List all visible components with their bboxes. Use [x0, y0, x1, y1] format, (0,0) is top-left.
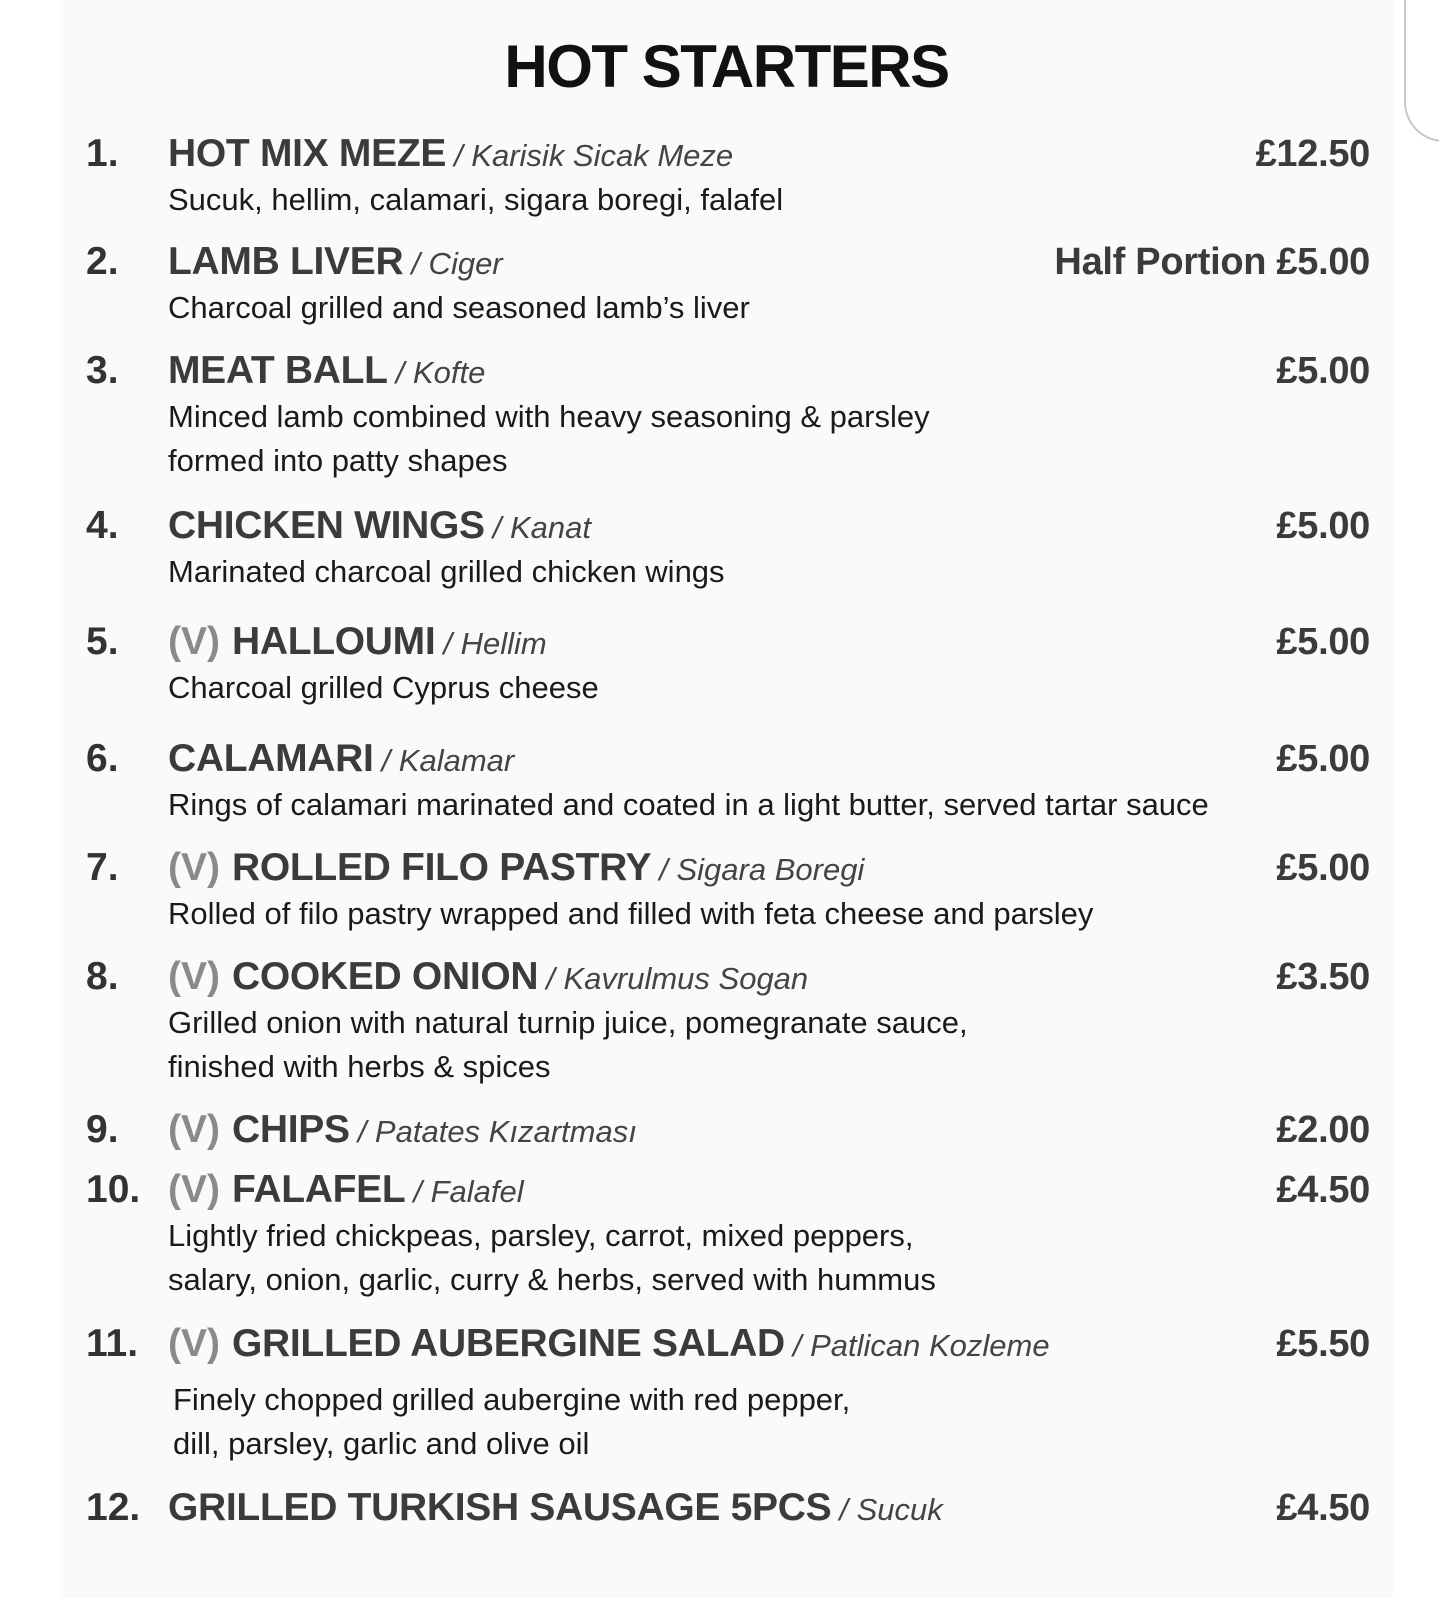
item-name: FALAFEL	[232, 1168, 406, 1211]
item-number: 4.	[86, 504, 119, 547]
menu-item	[0, 130, 1439, 222]
item-name: COOKED ONION	[232, 955, 539, 998]
item-name: HOT MIX MEZE	[168, 132, 447, 175]
vegetarian-badge: (V)	[168, 1168, 220, 1211]
item-name: CHIPS	[232, 1108, 350, 1151]
item-description: Minced lamb combined with heavy seasoning & parsley formed into patty shapes	[168, 399, 930, 478]
item-price: £3.50	[1276, 956, 1370, 998]
item-alt-name: / Hellim	[443, 626, 547, 661]
item-name: GRILLED AUBERGINE SALAD	[232, 1322, 785, 1365]
vegetarian-badge: (V)	[168, 955, 220, 998]
item-description: Rolled of filo pastry wrapped and filled with feta cheese and parsley	[168, 896, 1094, 931]
menu-title: HOT STARTERS	[504, 33, 949, 100]
item-name: ROLLED FILO PASTRY	[232, 846, 652, 889]
item-price: £5.50	[1276, 1323, 1370, 1365]
item-number: 8.	[86, 955, 119, 998]
item-alt-name: / Kavrulmus Sogan	[546, 961, 809, 996]
item-price: £5.00	[1276, 738, 1370, 780]
menu-item	[0, 1166, 1439, 1302]
vegetarian-badge: (V)	[168, 846, 220, 889]
item-number: 1.	[86, 132, 119, 175]
item-price: £5.00	[1276, 505, 1370, 547]
item-alt-name: / Ciger	[411, 246, 503, 281]
menu-item	[0, 238, 1439, 330]
vegetarian-badge: (V)	[168, 620, 220, 663]
item-price: Half Portion £5.00	[1054, 241, 1370, 283]
item-alt-name: / Patates Kızartması	[357, 1114, 637, 1149]
item-number: 12.	[86, 1486, 141, 1529]
item-alt-name: / Kanat	[492, 510, 592, 545]
item-description: Grilled onion with natural turnip juice, pomegranate sauce, finished with herbs & spices	[168, 1005, 968, 1084]
item-name: GRILLED TURKISH SAUSAGE 5PCS	[168, 1486, 832, 1529]
vegetarian-badge: (V)	[168, 1322, 220, 1365]
menu-item	[0, 618, 1439, 710]
item-price: £4.50	[1276, 1169, 1370, 1211]
item-alt-name: / Sucuk	[839, 1492, 943, 1527]
item-alt-name: / Karisik Sicak Meze	[454, 138, 734, 173]
item-description: Sucuk, hellim, calamari, sigara boregi, falafel	[168, 182, 784, 217]
item-description: Finely chopped grilled aubergine with red pepper, dill, parsley, garlic and olive oil	[173, 1382, 851, 1461]
item-number: 7.	[86, 846, 119, 889]
item-alt-name: / Sigara Boregi	[659, 852, 865, 887]
vegetarian-badge: (V)	[168, 1108, 220, 1151]
menu-item	[0, 735, 1439, 827]
menu-item	[0, 1106, 1439, 1154]
item-price: £2.00	[1276, 1109, 1370, 1151]
item-description: Lightly fried chickpeas, parsley, carrot, mixed peppers, salary, onion, garlic, curry & herbs, served with hummus	[168, 1218, 936, 1297]
item-alt-name: / Falafel	[413, 1174, 524, 1209]
menu-item	[0, 1320, 1439, 1466]
item-description: Charcoal grilled and seasoned lamb’s liver	[168, 290, 750, 325]
item-description: Charcoal grilled Cyprus cheese	[168, 670, 599, 705]
menu-item	[0, 953, 1439, 1089]
item-number: 9.	[86, 1108, 119, 1151]
item-price: £4.50	[1276, 1487, 1370, 1529]
page-curl-decoration	[1404, 0, 1439, 142]
item-name: HALLOUMI	[232, 620, 436, 663]
item-alt-name: / Kalamar	[381, 743, 515, 778]
item-number: 10.	[86, 1168, 141, 1211]
item-number: 6.	[86, 737, 119, 780]
item-price: £12.50	[1255, 133, 1370, 175]
item-description: Rings of calamari marinated and coated in a light butter, served tartar sauce	[168, 787, 1209, 822]
item-name: CHICKEN WINGS	[168, 504, 485, 547]
item-number: 11.	[86, 1322, 139, 1365]
item-description: Marinated charcoal grilled chicken wings	[168, 554, 725, 589]
item-number: 3.	[86, 349, 119, 392]
menu-item	[0, 844, 1439, 936]
item-name: LAMB LIVER	[168, 240, 404, 283]
item-name: MEAT BALL	[168, 349, 388, 392]
item-alt-name: / Kofte	[395, 355, 486, 390]
menu-item	[0, 1484, 1439, 1532]
item-number: 5.	[86, 620, 119, 663]
item-number: 2.	[86, 240, 119, 283]
item-price: £5.00	[1276, 621, 1370, 663]
item-name: CALAMARI	[168, 737, 374, 780]
menu-item	[0, 502, 1439, 594]
item-alt-name: / Patlican Kozleme	[792, 1328, 1050, 1363]
item-price: £5.00	[1276, 847, 1370, 889]
item-price: £5.00	[1276, 350, 1370, 392]
menu-item	[0, 347, 1439, 483]
